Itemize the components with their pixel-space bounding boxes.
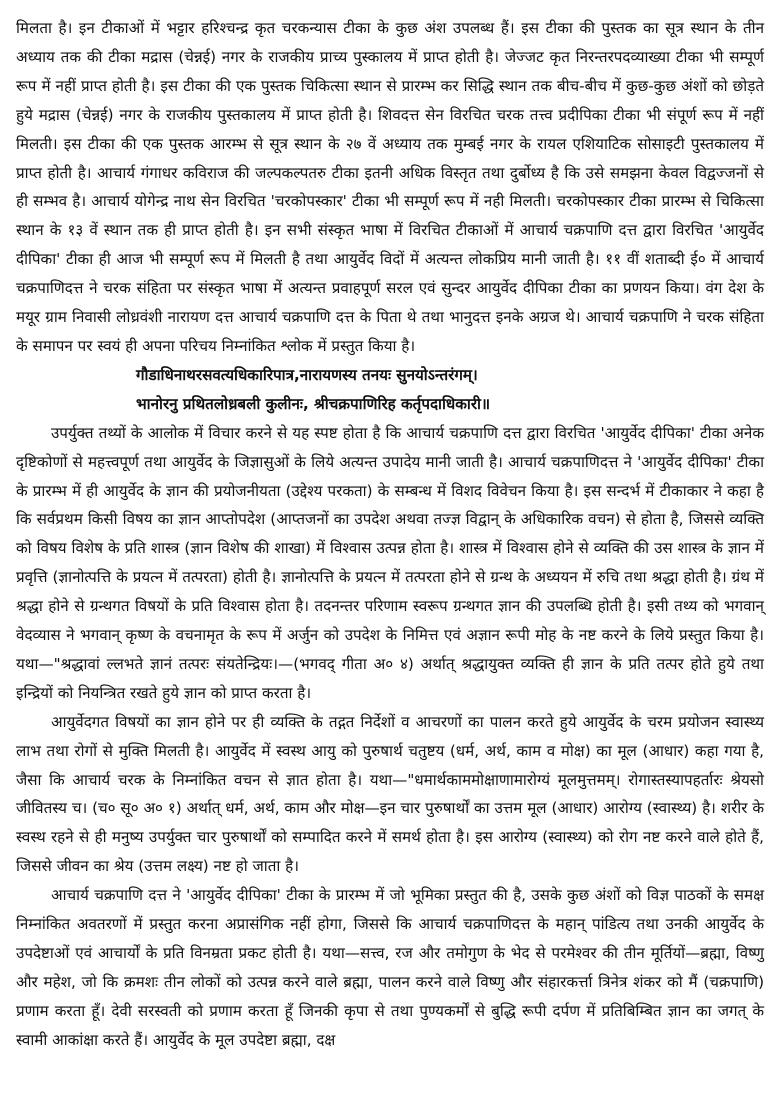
verse-line-1: गौडाधिनाथरसवत्यधिकारिपात्र,नारायणस्य तनयः सुनयोऽन्तरंगम्। xyxy=(136,365,478,384)
verse-line-2: भानोरनु प्रथितलोध्रबली कुलीनः, श्रीचक्रपाणिरिह कर्तृपदाधिकारी॥ xyxy=(136,394,491,413)
sanskrit-verse xyxy=(16,361,764,419)
paragraph-commentaries-history: मिलता है। इन टीकाओं में भट्टार हरिश्चन्द्र कृत चरकन्यास टीका के कुछ अंश उपलब्ध हैं। इस टीका की पुस्तक का सूत्र स्थान के तीन अध्याय तक की टीका मद्रास (चेन्नई) नगर के राजकीय प्राच्य पुस्कालय में प्राप्त होती है। जेज्जट कृत निरन्तरपदव्याख्या टीका भी सम्पूर्ण रूप में नहीं प्राप्त होती है। इस टीका की एक पुस्तक चिकित्सा स्थान से प्रारम्भ कर सिद्धि स्थान तक बीच-बीच में कुछ-कुछ अंशों को छोड़ते हुये मद्रास (चेन्नई) नगर के राजकीय पुस्तकालय में प्राप्त होती है। शिवदत्त सेन विरचित चरक तत्त्व प्रदीपिका टीका भी संपूर्ण रूप में नहीं मिलती। इस टीका की एक पुस्तक आरम्भ से सूत्र स्थान के २७ वें अध्याय तक मुम्बई नगर के रायल एशियाटिक सोसाइटी पुस्तकालय में प्राप्त होती है। आचार्य गंगाधर कविराज की जल्पकल्पतरु टीका इतनी अधिक विस्तृत तथा दुर्बोध्य है कि उसे समझना केवल विद्वज्जनों से ही सम्भव है। आचार्य योगेन्द्र नाथ सेन विरचित 'चरकोपस्कार' टीका भी सम्पूर्ण रूप में नही मिलती। चरकोपस्कार टीका प्रारम्भ से चिकित्सा स्थान के १३ वें स्थान तक ही प्राप्त होती है। इन सभी संस्कृत भाषा में विरचित टीकाओं में आचार्य चक्रपाणि दत्त द्वारा विरचित 'आयुर्वेद दीपिका' टीका ही आज भी सम्पूर्ण रूप में मिलती है तथा आयुर्वेद विदों में अत्यन्त लोकप्रिय मानी जाती है। ११ वीं शताब्दी ई० में आचार्य चक्रपाणिदत्त ने चरक संहिता पर संस्कृत भाषा में अत्यन्त प्रवाहपूर्ण सरल एवं सुन्दर आयुर्वेद दीपिका टीका का प्रणयन किया। वंग देश के मयूर ग्राम निवासी लोध्रवंशी नारायण दत्त आचार्य चक्रपाणि दत्त के पिता थे तथा भानुदत्त इनके अग्रज थे। आचार्य चक्रपाणि ने चरक संहिता के समापन पर स्वयं ही अपना परिचय निम्नांकित श्लोक में प्रस्तुत किया है। xyxy=(16,19,764,355)
paragraph-chakrapani-introduction: आचार्य चक्रपाणि दत्त ने 'आयुर्वेद दीपिका' टीका के प्रारम्भ में जो भूमिका प्रस्तुत की है, उसके कुछ अंशों को विज्ञ पाठकों के समक्ष निम्नांकित अवतरणों में प्रस्तुत करना अप्रासंगिक नहीं होगा, जिससे कि आचार्य चक्रपाणिदत्त के महान् पांडित्य तथा उनकी आयुर्वेद के उपदेष्टाओं एवं आचार्यों के प्रति विनम्रता प्रकट होती है। यथा—सत्त्व, रज और तमोगुण के भेद से परमेश्वर की तीन मूर्तियों—ब्रह्मा, विष्णु और महेश, जो कि क्रमशः तीन लोकों को उत्पन्न करने वाले ब्रह्मा, पालन करने वाले विष्णु और संहारकर्त्ता त्रिनेत्र शंकर को मैं (चक्रपाणि) प्रणाम करता हूँ। देवी सरस्वती को प्रणाम करता हूँ जिनकी कृपा से तथा पुण्यकर्मों से बुद्धि रूपी दर्पण में प्रतिबिम्बित ज्ञान का जगत् के स्वामी आकांक्षा करते हैं। आयुर्वेद के मूल उपदेष्टा ब्रह्मा, दक्ष xyxy=(16,886,764,1049)
paragraph-health-purushartha: आयुर्वेदगत विषयों का ज्ञान होने पर ही व्यक्ति के तद्गत निर्देशों व आचरणों का पालन करते हुये आयुर्वेद के चरम प्रयोजन स्वास्थ्य लाभ तथा रोगों से मुक्ति मिलती है। आयुर्वेद में स्वस्थ आयु को पुरुषार्थ चतुष्टय (धर्म, अर्थ, काम व मोक्ष) का मूल (आधार) कहा गया है, जैसा कि आचार्य चरक के निम्नांकित वचन से ज्ञात होता है। यथा—"धमार्थकाममोक्षाणामारोग्यं मूलमुत्तमम्। रोगास्तस्यापहर्तारः श्रेयसो जीवितस्य च। (च० सू० अ० १) अर्थात् धर्म, अर्थ, काम और मोक्ष—इन चार पुरुषार्थों का उत्तम मूल (आधार) आरोग्य (स्वास्थ्य) है। शरीर के स्वस्थ रहने से ही मनुष्य उपर्युक्त चार पुरुषार्थों को सम्पादित करने में समर्थ होता है। इस आरोग्य (स्वास्थ्य) को रोग नष्ट करने वाले होते हैं, जिससे जीवन का श्रेय (उत्तम लक्ष्य) नष्ट हो जाता है। xyxy=(16,712,764,876)
paragraph-ayurveda-dipika-importance: उपर्युक्त तथ्यों के आलोक में विचार करने से यह स्पष्ट होता है कि आचार्य चक्रपाणि दत्त द्वारा विरचित 'आयुर्वेद दीपिका' टीका अनेक दृष्टिकोणों से महत्त्वपूर्ण तथा आयुर्वेद के जिज्ञासुओं के लिये अत्यन्त उपादेय मानी जाती है। आचार्य चक्रपाणिदत्त ने 'आयुर्वेद दीपिका' टीका के प्रारम्भ में ही आयुर्वेद के ज्ञान की प्रयोजनीयता (उद्देश्य परकता) के सम्बन्ध में विशद विवेचन किया है। इस सन्दर्भ में टीकाकार ने कहा है कि सर्वप्रथम किसी विषय का ज्ञान आप्तोपदेश (आप्तजनों का उपदेश अथवा तज्ज्ञ विद्वान् के अधिकारिक वचन) से होता है, जिससे व्यक्ति को विषय विशेष के प्रति शास्त्र (ज्ञान विशेष की शाखा) में विश्वास उत्पन्न होता है। शास्त्र में विश्वास होने से व्यक्ति की उस शास्त्र के ज्ञान में प्रवृत्ति (ज्ञानोत्पत्ति के प्रयत्न में तत्परता) होती है। ज्ञानोत्पत्ति के प्रयत्न में तत्परता होने से ग्रन्थ के अध्ययन में रुचि तथा श्रद्धा होती है। ग्रंथ में श्रद्धा होने से ग्रन्थगत विषयों के प्रति विश्वास होता है। तदनन्तर परिणाम स्वरूप ग्रन्थगत ज्ञान की उपलब्धि होती है। इसी तथ्य को भगवान् वेदव्यास ने भगवान् कृष्ण के वचनामृत के रूप में अर्जुन को उपदेश के निमित्त एवं अज्ञान रूपी मोह के नष्ट करने के लिये प्रस्तुत किया है। यथा—"श्रद्धावां ल्लभते ज्ञानं तत्परः संयतेन्द्रियः।—(भगवद् गीता अ० ४) अर्थात् श्रद्धायुक्त व्यक्ति ही ज्ञान के प्रति तत्पर होते हुये तथा इन्द्रियों को नियन्त्रित रखते हुये ज्ञान को प्राप्त करता है। xyxy=(16,423,764,702)
document-page xyxy=(16,14,764,1055)
